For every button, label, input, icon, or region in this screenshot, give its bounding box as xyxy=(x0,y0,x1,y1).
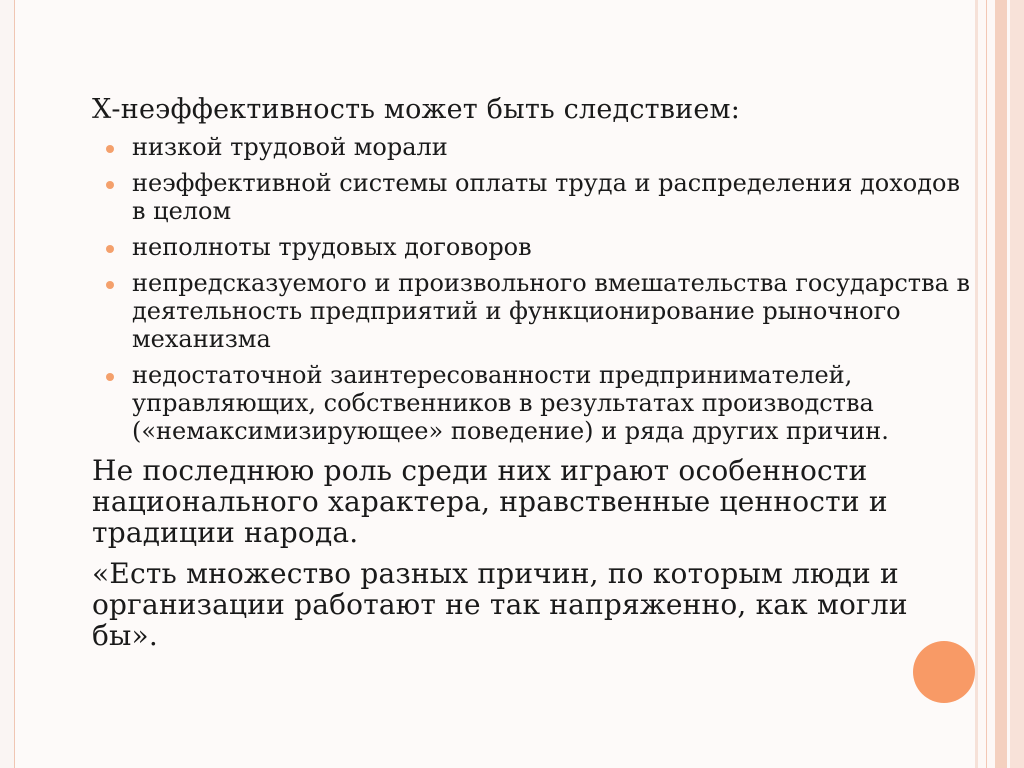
list-item xyxy=(92,169,972,225)
list-item xyxy=(92,269,972,353)
stripe xyxy=(978,0,986,768)
list-item-text: неэффективной системы оплаты труда и распределения доходов в целом xyxy=(132,169,960,225)
quote-text: «Есть множество разных причин, по которым люди и организации работают не так напряженно, как могли бы». xyxy=(92,557,908,652)
list-item-text: непредсказуемого и произвольного вмешательства государства в деятельность предприятий и функционирование рыночного механизма xyxy=(132,269,971,353)
stripe xyxy=(1010,0,1024,768)
stripe xyxy=(995,0,1007,768)
bullet-dot-icon xyxy=(106,245,114,253)
stripe xyxy=(987,0,995,768)
list-item-text: низкой трудовой морали xyxy=(132,133,448,161)
bullet-list xyxy=(92,133,972,445)
bullet-dot-icon xyxy=(106,373,114,381)
slide-content xyxy=(92,94,972,651)
paragraph-text: Не последнюю роль среди них играют особенности национального характера, нравственные ценности и традиции народа. xyxy=(92,454,888,549)
list-item xyxy=(92,233,972,261)
intro-text: Х-неэффективность может быть следствием: xyxy=(92,94,741,125)
list-item-text: неполноты трудовых договоров xyxy=(132,233,532,261)
list-item xyxy=(92,361,972,445)
list-item-text: недостаточной заинтересованности предпринимателей, управляющих, собственников в результатах производства («немаксимизирующее» поведение) и ряда других причин. xyxy=(132,361,889,445)
decorative-stripes xyxy=(975,0,1024,768)
bullet-dot-icon xyxy=(106,281,114,289)
bullet-dot-icon xyxy=(106,181,114,189)
bullet-dot-icon xyxy=(106,145,114,153)
list-item xyxy=(92,133,972,161)
